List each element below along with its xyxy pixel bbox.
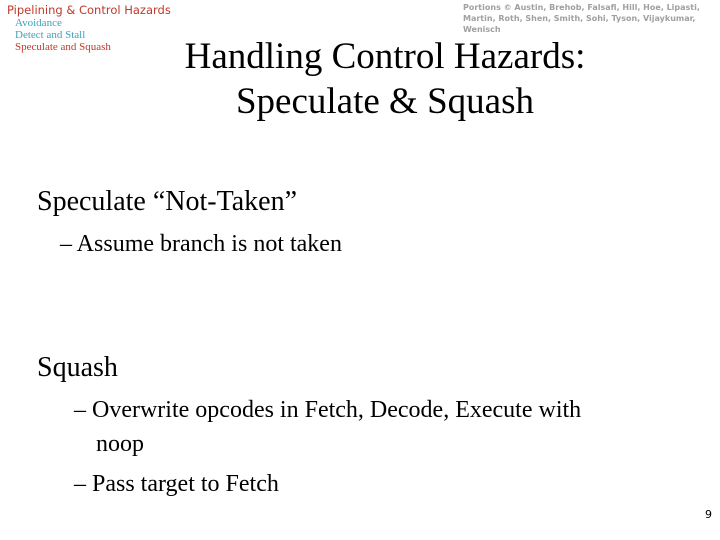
- slide-title-line-2: Speculate & Squash: [235, 81, 534, 122]
- nav-item-speculate-and-squash[interactable]: Speculate and Squash: [15, 41, 111, 53]
- bullet-speculate-sub-1: – Assume branch is not taken: [60, 231, 342, 257]
- nav-item-detect-and-stall[interactable]: Detect and Stall: [15, 29, 86, 41]
- slide-title: [160, 34, 610, 124]
- bullet-squash-sub-2: – Pass target to Fetch: [74, 471, 279, 497]
- bullet-squash-heading: Squash: [37, 352, 118, 383]
- nav-section-title[interactable]: Pipelining & Control Hazards: [7, 3, 171, 17]
- slide-title-line-1: Handling Control Hazards:: [184, 36, 586, 77]
- section-navigator: [7, 3, 177, 53]
- nav-item-avoidance[interactable]: Avoidance: [15, 17, 62, 29]
- bullet-speculate-heading: Speculate “Not-Taken”: [37, 186, 298, 217]
- page-number: 9: [705, 508, 712, 521]
- bullet-squash-sub-1: – Overwrite opcodes in Fetch, Decode, Execute with: [74, 397, 582, 423]
- bullet-squash-sub-1-cont: noop: [96, 431, 144, 457]
- credits-text: Portions © Austin, Brehob, Falsafi, Hill, Hoe, Lipasti, Martin, Roth, Shen, Smith, Sohi, Tyson, Vijaykumar, Wenisch: [463, 3, 700, 34]
